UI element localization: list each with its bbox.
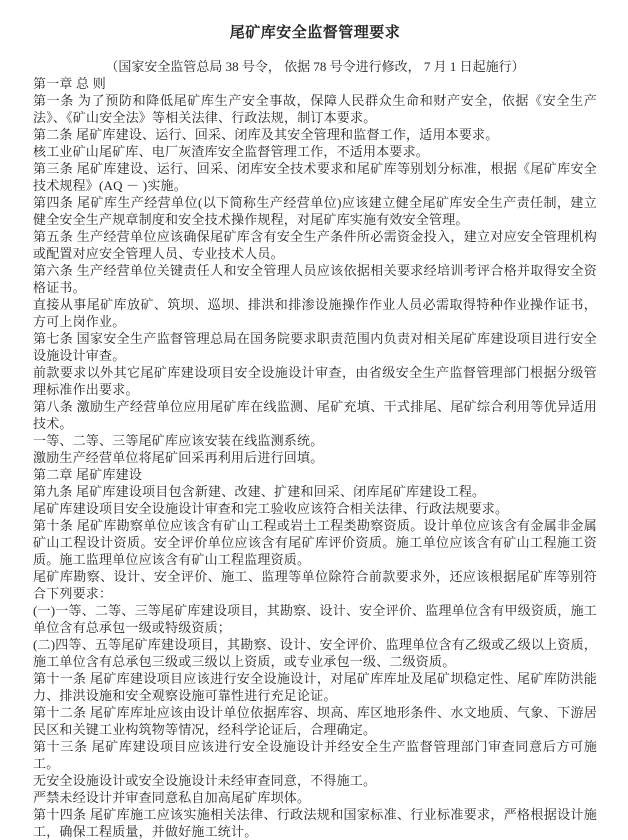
- article-paragraph: 第三条 尾矿库建设、运行、回采、闭库安全技术要求和尾矿库等别划分标准，根据《尾矿库安全技术规程》(AQ － )实施。: [33, 161, 597, 193]
- document-title: 尾矿库安全监督管理要求: [229, 25, 401, 41]
- article-paragraph: 第十三条 尾矿库建设项目应该进行安全设施设计并经安全生产监督管理部门审查同意后方可施工。: [33, 739, 597, 771]
- chapter-heading: 第二章 尾矿库建设: [33, 467, 143, 482]
- body-paragraph: 尾矿库勘察、设计、安全评价、施工、监理等单位除符合前款要求外，还应该根据尾矿库等别符合下列要求：: [33, 569, 597, 601]
- article-paragraph: 第七条 国家安全生产监督管理总局在国务院要求职责范围内负责对相关尾矿库建设项目进行安全设施设计审查。: [33, 331, 597, 363]
- body-paragraph: 尾矿库建设项目安全设施设计审查和完工验收应该符合相关法律、行政法规要求。: [33, 501, 509, 516]
- article-paragraph: 第十二条 尾矿库库址应该由设计单位依据库容、坝高、库区地形条件、水文地质、气象、下游居民区和关键工业构筑物等情况，经科学论证后，合理确定。: [33, 705, 597, 737]
- article-paragraph: 第一条 为了预防和降低尾矿库生产安全事故，保障人民群众生命和财产安全，依据《安全生产法》、《矿山安全法》等相关法律、行政法规，制订本要求。: [33, 93, 597, 125]
- article-paragraph: 第十一条 尾矿库建设项目应该进行安全设施设计，对尾矿库库址及尾矿坝稳定性、尾矿库防洪能力、排洪设施和安全观察设施可靠性进行充足论证。: [33, 671, 597, 703]
- body-paragraph: 前款要求以外其它尾矿库建设项目安全设施设计审查，由省级安全生产监督管理部门根据分级管理标准作出要求。: [33, 365, 597, 397]
- article-paragraph: 第二条 尾矿库建设、运行、回采、闭库及其安全管理和监督工作，适用本要求。: [33, 127, 499, 142]
- chapter-heading: 第一章 总 则: [33, 76, 106, 91]
- body-paragraph: 直接从事尾矿库放矿、筑坝、巡坝、排洪和排渗设施操作作业人员必需取得特种作业操作证书，方可上岗作业。: [33, 297, 597, 329]
- list-item-paragraph: (二)四等、五等尾矿库建设项目，其勘察、设计、安全评价、监理单位含有乙级或乙级以上资质，施工单位含有总承包三级或三级以上资质，或专业承包一级、二级资质。: [33, 637, 597, 669]
- body-paragraph: 严禁未经设计并审查同意私自加高尾矿库坝体。: [33, 790, 311, 805]
- article-paragraph: 第六条 生产经营单位关键责任人和安全管理人员应该依据相关要求经培训考评合格并取得安全资格证书。: [33, 263, 597, 295]
- body-paragraph: 无安全设施设计或安全设施设计未经审查同意，不得施工。: [33, 773, 377, 788]
- article-paragraph: 第九条 尾矿库建设项目包含新建、改建、扩建和回采、闭库尾矿库建设工程。: [33, 484, 486, 499]
- article-paragraph: 第八条 激励生产经营单位应用尾矿库在线监测、尾矿充填、干式排尾、尾矿综合利用等优异适用技术。: [33, 399, 597, 431]
- body-paragraph: 激励生产经营单位将尾矿回采再利用后进行回填。: [33, 450, 324, 465]
- list-item-paragraph: (一)一等、二等、三等尾矿库建设项目，其勘察、设计、安全评价、监理单位含有甲级资质，施工单位含有总承包一级或特级资质；: [33, 603, 597, 635]
- issuance-note: （国家安全监管总局 38 号令， 依据 78 号令进行修改， 7 月 1 日起施行）: [105, 59, 525, 74]
- body-paragraph: 一等、二等、三等尾矿库应该安装在线监测系统。: [33, 433, 324, 448]
- article-paragraph: 第四条 尾矿库生产经营单位(以下简称生产经营单位)应该建立健全尾矿库安全生产责任制，建立健全安全生产规章制度和安全技术操作规程，对尾矿库实施有效安全管理。: [33, 195, 597, 227]
- body-paragraph: 核工业矿山尾矿库、电厂灰渣库安全监督管理工作，不适用本要求。: [33, 144, 430, 159]
- article-paragraph: 第五条 生产经营单位应该确保尾矿库含有安全生产条件所必需资金投入，建立对应安全管理机构或配置对应安全管理人员、专业技术人员。: [33, 229, 597, 261]
- article-paragraph: 第十条 尾矿库勘察单位应该含有矿山工程或岩土工程类勘察资质。设计单位应该含有金属非金属矿山工程设计资质。安全评价单位应该含有尾矿库评价资质。施工单位应该含有矿山工程施工资质。施工监理单位应该含有矿山工程监理资质。: [33, 518, 597, 567]
- article-paragraph: 第十四条 尾矿库施工应该实施相关法律、行政法规和国家标准、行业标准要求，严格根据设计施工，确保工程质量，并做好施工统计。: [33, 807, 597, 839]
